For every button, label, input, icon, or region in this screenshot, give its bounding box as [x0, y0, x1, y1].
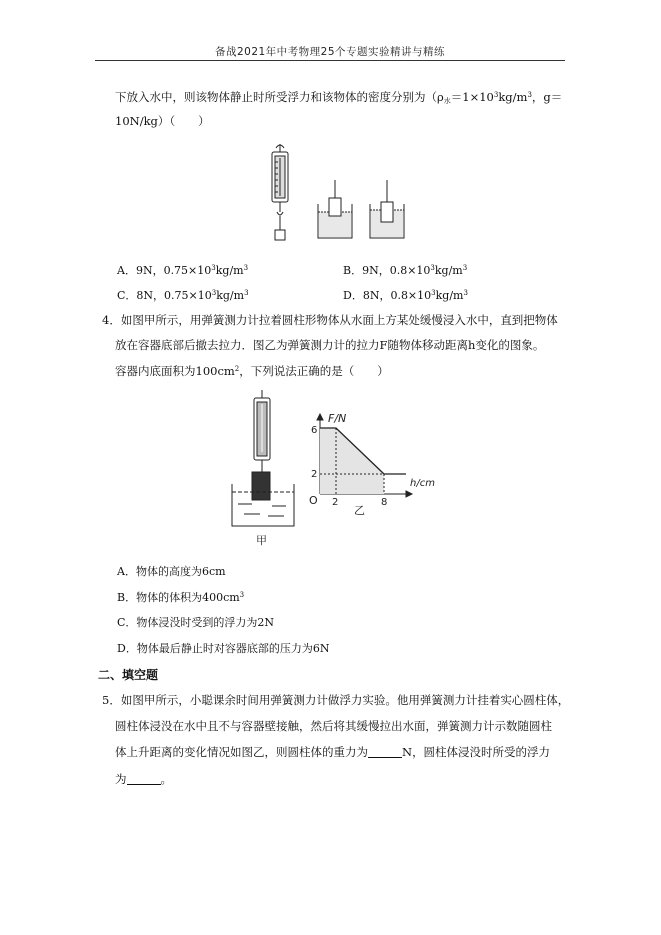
q4-option-d: D．物体最后静止时对容器底部的压力为6N [117, 642, 330, 655]
q5-line-2: 圆柱体浸没在水中且不与容器壁接触，然后将其缓慢拉出水面，弹簧测力计示数随圆柱 [115, 719, 552, 733]
q4-line-3: 容器内底面积为$100cm^2$，下列说法正确的是（ ） [115, 364, 389, 378]
q3-line-1: 下放入水中，则该物体静止时所受浮力和该物体的密度分别为（$\rho_水=1\times 10^3kg/m^3$，g＝ [115, 90, 563, 105]
page-header: 备战2021年中考物理25个专题实验精讲与精练 [214, 46, 446, 58]
q3-line-2: 10N/kg）（ ） [115, 114, 210, 128]
q5-line-3: 体上升距离的变化情况如图乙，则圆柱体的重力为 N，圆柱体浸没时所受的浮力 [115, 745, 551, 759]
graph-x-label: h/cm [410, 478, 435, 489]
header-rule [95, 60, 565, 61]
answer-blank[interactable] [127, 772, 161, 785]
q3-figure [262, 140, 412, 246]
graph-caption-yi: 乙 [354, 504, 365, 516]
q4-option-a: A．物体的高度为6cm [117, 565, 226, 578]
graph-origin: O [309, 494, 318, 507]
q3-option-a: A．9N，$0.75\times 10^3kg/m^3$ [117, 264, 249, 277]
graph-y-label: F/N [328, 412, 347, 425]
graph-x-tick-8: 8 [381, 497, 388, 508]
q3-option-c: C．8N，$0.75\times 10^3kg/m^3$ [117, 289, 249, 302]
graph-y-tick-6: 6 [311, 425, 318, 436]
q4-line-2: 放在容器底部后撤去拉力．图乙为弹簧测力计的拉力F随物体移动距离h变化的图象。 [115, 338, 545, 352]
graph-x-tick-2: 2 [332, 497, 339, 508]
answer-blank[interactable] [368, 745, 402, 758]
beaker-icon [318, 180, 352, 238]
section-title: 二、填空题 [98, 668, 159, 682]
beaker-icon [370, 180, 404, 238]
q4-option-b: B．物体的体积为$400cm^3$ [117, 591, 245, 604]
spring-scale-icon [272, 144, 288, 240]
q5-line-1: 5．如图甲所示，小聪课余时间用弹簧测力计做浮力实验。他用弹簧测力计挂着实心圆柱体， [102, 693, 570, 707]
figure-label-jia: 甲 [256, 534, 267, 547]
q3-option-d: D．8N，$0.8\times 10^3kg/m^3$ [343, 289, 468, 302]
q5-line-4: 为 。 [115, 772, 172, 786]
q4-figure-jia [228, 388, 304, 548]
q4-option-c: C．物体浸没时受到的浮力为2N [117, 616, 275, 629]
q4-graph-yi [306, 410, 452, 516]
q4-line-1: 4．如图甲所示，用弹簧测力计拉着圆柱形物体从水面上方某处缓慢浸入水中，直到把物体 [102, 313, 558, 327]
q3-option-b: B．9N，$0.8\times 10^3kg/m^3$ [343, 264, 468, 277]
graph-y-tick-2: 2 [311, 469, 318, 480]
